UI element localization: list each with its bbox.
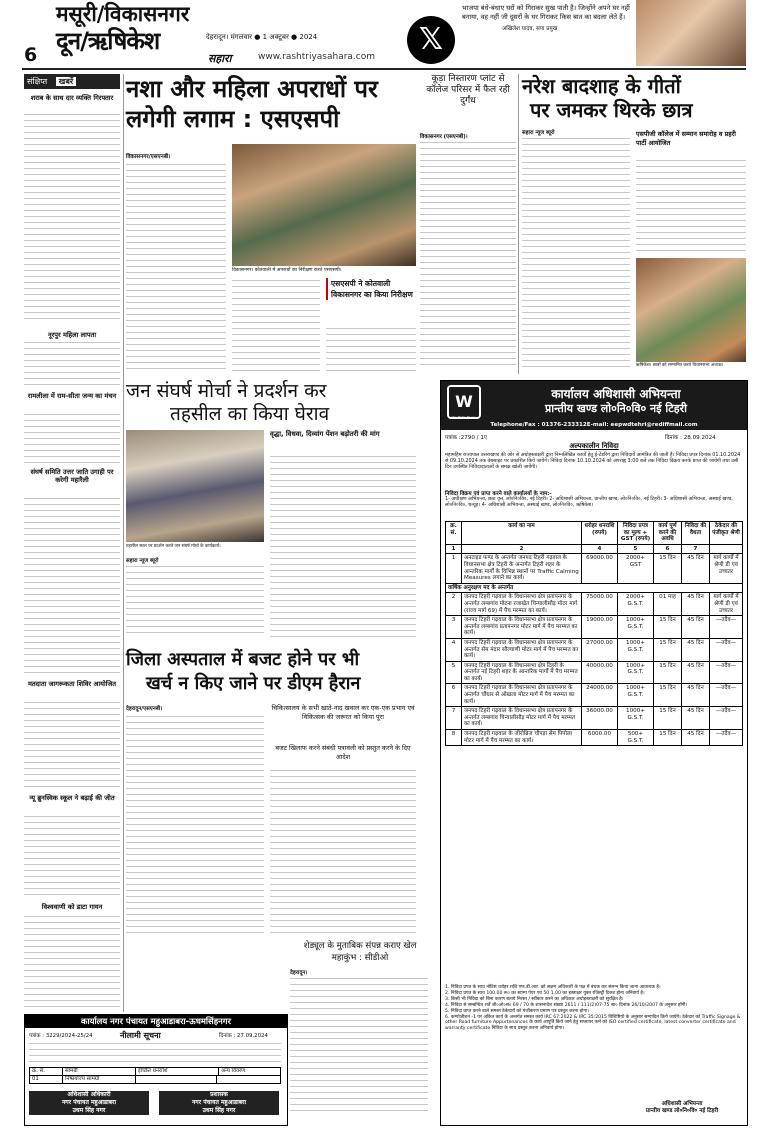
tender-cell-period: 15 दिन — [654, 554, 682, 583]
auction-date: दिनांक : 27.09.2024 — [219, 1033, 268, 1039]
auction-sign-1-place: उधम सिंह नगर — [72, 1107, 106, 1114]
tender-cell-class: —तदैव— — [710, 730, 743, 746]
hospital-headline-1: जिला अस्पताल में बजट होने पर भी — [126, 649, 360, 670]
auction-sign-2-place: उधम सिंह नगर — [202, 1107, 236, 1114]
auction-row-item: निष्प्रयोज्य सामग्री — [63, 1076, 136, 1083]
sangharsh-text-2 — [270, 454, 416, 638]
tender-cell-no: 7 — [446, 707, 462, 730]
tender-cell-validity: 45 दिन — [682, 638, 710, 661]
quote-text: भाजपा बंधे-बंधाए घरों को गिराकर सुख पाती है। जिन्होंने अपने घर नहीं बनाया, वह नहीं जी दूसरों के घर गिराकर किस बात का बदला लेते हैं। — [462, 4, 630, 21]
tender-cell-period: 15 दिन — [654, 616, 682, 639]
main-headline-2: लगेगी लगाम : एसएसपी — [126, 105, 340, 133]
auction-col-2: सामग्री — [63, 1068, 136, 1075]
tender-cell-deposit: 27000.00 — [582, 638, 618, 661]
main-text-2 — [232, 278, 320, 374]
tender-section-heading: वार्षिक अनुरक्षण मद के अन्तर्गत — [446, 583, 743, 593]
paper-logo: सहारा — [208, 52, 232, 65]
quote-author: अखिलेश यादव, सपा प्रमुख — [502, 26, 558, 33]
tender-table — [445, 521, 743, 746]
tender-cell-cost: 1000+ G.S.T. — [618, 684, 654, 707]
tender-number-cell: 6 — [654, 544, 682, 554]
tender-header-row — [446, 522, 743, 545]
tender-title-2: प्रान्तीय खण्ड लो०नि०वि० नई टिहरी — [545, 402, 687, 415]
auction-sign-1-org: नगर पंचायत महुआडाबरा — [61, 1099, 117, 1106]
brief-header — [24, 74, 120, 89]
tender-banner — [441, 381, 747, 421]
tender-cell-class: —तदैव— — [710, 616, 743, 639]
kuda-text — [420, 140, 516, 368]
tender-cell-work: जनपद टिहरी गढ़वाल के विधानसभा क्षेत्र टिहरी के अन्तर्गत नई टिहरी शहर के आन्तरिक मार्गों में पैच मरम्मत का कार्य। — [462, 661, 582, 684]
tender-cell-validity: 45 दिन — [682, 684, 710, 707]
naresh-caption: ऋषिकेश। छात्रों को सम्मानित करते विधानसभा अध्यक्ष। — [636, 363, 724, 368]
brief-text-1 — [24, 112, 120, 324]
tender-cell-class: —तदैव— — [710, 638, 743, 661]
naresh-side-text — [636, 158, 746, 254]
table-row — [446, 593, 743, 616]
masthead — [22, 0, 746, 68]
tender-intro: महामहिम राज्यपाल उत्तराखण्ड की ओर से अधोहस्ताक्षरी द्वारा निम्नलिखित कार्यों हेतु ई-टेंडरिंग द्वारा निविदायें आमंत्रित की जाती हैं। निविदा प्रपत्र दिनांक 01.10.2024 से 09.10.2024 तक वेबसाइट पर प्रकाशित किये जायेंगे। निविदा दिनांक 10.10.2024 को अपराह्न 3:00 बजे तक निविदा विक्रय करके प्राप्त की जायेंगी तथा उसी दिन उपस्थित निविदादाताओं के समक्ष खोली जायेंगी। — [445, 452, 741, 471]
tender-date: दिनांक : 28.09.2024 — [665, 435, 716, 441]
auction-row-amount — [136, 1076, 217, 1083]
hospital-text-2 — [270, 768, 416, 934]
tender-cell-no: 3 — [446, 616, 462, 639]
hospital-side-1: चिकित्सालय के सभी खाते-नाद खवाल कर एक-एक प्रभाग एवं विकित्सक की जरूरत को किया पूरा — [271, 704, 415, 721]
brief-title-3: रामलीला में राम-सीता जन्म का मंचन — [27, 392, 117, 400]
tender-title-1: कार्यालय अधिशासी अभियन्ता — [551, 387, 681, 401]
tender-cell-deposit: 6000.00 — [582, 730, 618, 746]
auction-col-4: अन्य विवरण — [221, 1068, 246, 1074]
brief-text-4 — [24, 496, 120, 676]
sangharsh-caption: तहसील स्थल पर प्रदर्शन करते जन संघर्ष मोर्चा के कार्यकर्ता। — [126, 544, 221, 549]
tender-number-cell: 5 — [618, 544, 654, 554]
tender-notice-title: अल्पकालीन निविदा — [569, 442, 619, 450]
tender-cell-period: 15 दिन — [654, 638, 682, 661]
main-caption: विकासनगर। कोतवाली में अपराधों का निरीक्षण करते एसएसपी। — [232, 268, 342, 273]
tender-cell-no: 6 — [446, 684, 462, 707]
main-text-1 — [126, 162, 226, 374]
hospital-text-1 — [126, 714, 264, 934]
tender-cell-validity: 45 दिन — [682, 707, 710, 730]
tender-condition: 5. निविदा प्राप्त करने वाले समस्त ठेकेदारों को पंजीकरण प्रमाण पत्र प्रस्तुत करना होगा। — [445, 1008, 589, 1014]
hospital-story — [126, 648, 416, 938]
hospital-headline-2: खर्च न किए जाने पर डीएम हैरान — [146, 673, 361, 694]
table-row — [446, 730, 743, 746]
edition-line-1: मसूरी/विकासनगर — [56, 2, 190, 26]
auction-table — [29, 1067, 281, 1084]
main-headline-1: नशा और महिला अपराधों पर — [126, 75, 378, 103]
tender-header-cell: ठेकेदार की पंजीकृत श्रेणी — [710, 522, 743, 545]
brief-title-1: शराब के साथ दार व्यक्ति गिरफ्तार — [30, 94, 114, 102]
kuda-byline: विकासनगर (एसएनबी)। — [420, 134, 468, 140]
brief-column — [24, 74, 120, 1012]
quote-box — [462, 4, 632, 32]
auction-notice — [24, 1014, 288, 1126]
tender-cell-work: अनटाइड फण्ड के अन्तर्गत जनपद टिहरी गढ़वाल के विधानसभा क्षेत्र टिहरी के अन्तर्गत टिहरी शहर के आन्तरिक मार्गों के विभिन्न स्थानों पर Traffic Calming Measures लगाने का कार्य। — [462, 554, 582, 583]
x-logo-icon: 𝕏 — [407, 16, 455, 64]
tender-cell-deposit: 75000.00 — [582, 593, 618, 616]
auction-patrank: पत्रांक : 3229/2024-25/24 — [29, 1033, 93, 1039]
auction-sign-2-title: प्रशासक — [210, 1091, 228, 1098]
naresh-text — [522, 136, 630, 372]
tender-cell-period: 15 दिन — [654, 730, 682, 746]
tender-cell-class: —तदैव— — [710, 684, 743, 707]
tender-cell-work: जनपद टिहरी गढ़वाल के विधानसभा क्षेत्र प्रतापनगर के अन्तर्गत लम्बगांव चिन्यालीसौड़ मोटर मार्ग में पैच मरम्मत का कार्य। — [462, 707, 582, 730]
edition-title — [56, 2, 206, 56]
tender-table-title: निविदा विक्रय एवं प्राप्त करने वाले कार्यालयों के नाम:- — [445, 491, 552, 497]
tender-header-cell: निविदा की वैधता — [682, 522, 710, 545]
tender-section-row — [446, 583, 743, 593]
tender-table-grid — [445, 521, 743, 746]
schedule-byline: देहरादून। — [290, 970, 308, 976]
naresh-story — [522, 74, 746, 376]
auction-sign-1 — [29, 1091, 149, 1115]
pwd-logo-icon: W — [447, 385, 481, 419]
schedule-story — [290, 940, 430, 1120]
edition-line-2: दून/ऋषिकेश — [56, 27, 160, 55]
naresh-byline: सहारा न्यूज ब्यूरो — [522, 130, 555, 136]
brief-title-7: विश्ववाणी को डाटा गायन — [41, 903, 103, 911]
auction-title: नीलामी सूचना — [120, 1031, 161, 1040]
tender-header-cell: धरोहर धनराशि (रुपये) — [582, 522, 618, 545]
tender-cell-cost: 1000+ G.S.T. — [618, 638, 654, 661]
table-row — [446, 616, 743, 639]
hospital-byline: देहरादून/एसएनबी। — [126, 706, 163, 712]
sangharsh-byline: सहारा न्यूज ब्यूरो — [126, 558, 159, 564]
auction-sign-1-title: अधिशासी अधिकारी — [67, 1091, 111, 1098]
tender-cell-cost: 2000+ GST — [618, 554, 654, 583]
tender-cell-cost: 1000+ G.S.T. — [618, 707, 654, 730]
tender-cell-class: —तदैव— — [710, 707, 743, 730]
brief-text-3 — [24, 412, 120, 464]
tender-number-cell: 4 — [582, 544, 618, 554]
brief-label: संक्षिप्त — [27, 77, 48, 86]
table-row — [446, 661, 743, 684]
tender-number-cell: 7 — [682, 544, 710, 554]
sangharsh-headline-2: तहसील का किया घेराव — [170, 403, 330, 425]
main-photo — [232, 144, 416, 266]
tender-number-row — [446, 544, 743, 554]
tender-cell-deposit: 19000.00 — [582, 616, 618, 639]
tender-number-cell: 2 — [462, 544, 582, 554]
tender-patrank: पत्रांक :2790 / 1ए — [445, 435, 488, 441]
page-number: 6 — [24, 44, 38, 66]
hospital-side-2: बजट खिलाफ करने संबंधी पत्रावली को प्रस्तुत करने के दिए आदेश — [275, 744, 411, 761]
tender-cell-period: 15 दिन — [654, 684, 682, 707]
tender-cell-validity: 45 दिन — [682, 616, 710, 639]
tender-cell-work: जनपद टिहरी गढ़वाल के विधानसभा क्षेत्र प्रतापनगर के अन्तर्गत लम्बगांव प्रतापनगर मोटर मार्ग में पैच मरम्मत का कार्य। — [462, 616, 582, 639]
tender-cell-period: 15 दिन — [654, 707, 682, 730]
auction-sign-2 — [159, 1091, 279, 1115]
tender-condition: 4. निविदा से सम्बन्धित शर्तें जी०ओ०सं० 69 / 70 के शासनादेश संख्या 2611 / 111(2)07-75 सा० दिनांक 26/10/2007 के अनुसार होंगी। — [445, 1002, 688, 1008]
tender-cell-work: जनपद टिहरी गढ़वाल के विधानसभा क्षेत्र प्रतापनगर के अन्तर्गत लम्बगांव मोटना रजाखेत चिन्यालीसौड़ मोटर मार्ग (राज्य मार्ग 69) में पैच मरम्मत का कार्य। — [462, 593, 582, 616]
brief-text-2 — [24, 340, 120, 388]
tender-header-cell: निविदा प्रपत्र का मूल्य + GST (रुपये) — [618, 522, 654, 545]
tender-conditions — [445, 985, 743, 1032]
tender-offices: 1- अधीक्षण अभियन्ता, छठा वृत्त, लो०नि०वि०, नई टिहरी। 2- अधिशासी अभियन्ता, प्रान्तीय खण्ड, लो०नि०वि०, नई टिहरी। 3- अधिशासी अभियन्ता, अस्थाई खण्ड, लो०नि०वि०, थत्यूड़। 4- अधिशासी अभियन्ता, अस्थाई खण्ड, लो०नि०वि०, ऋषिकेश। — [445, 496, 733, 509]
sangharsh-headline-1: जन संघर्ष मोर्चा ने प्रदर्शन कर — [126, 380, 327, 402]
tender-condition: 1. निविदा प्रपत्र के साथ नोटिस धरोहर राशि एफ.डी.आर. को सक्षम अधिकारी के पक्ष में बंधक कर संलग्न किया जाना आवश्यक है। — [445, 985, 661, 990]
tender-number-cell: 1 — [446, 544, 462, 554]
dateline: देहरादून। मंगलवार ● 1 अक्टूबर ● 2024 — [206, 33, 318, 41]
auction-col-1: क्र. सं. — [30, 1068, 63, 1075]
tender-number-cell — [710, 544, 743, 554]
auction-office: कार्यालय नगर पंचायत महुआडाबरा-ऊधमसिंहनगर — [25, 1015, 287, 1028]
column-divider-2 — [518, 74, 519, 374]
sangharsh-text-1 — [126, 564, 264, 638]
brief-title-5: मतदाता जागरूकता शिविर आयोजित — [27, 680, 117, 688]
table-row — [446, 707, 743, 730]
tender-notice — [440, 380, 748, 1126]
table-row — [446, 554, 743, 583]
auction-row-detail — [217, 1076, 280, 1083]
tender-cell-no: 8 — [446, 730, 462, 746]
tender-cell-cost: 500+ G.S.T. — [618, 730, 654, 746]
tender-cell-validity: 45 दिन — [682, 661, 710, 684]
tender-cell-work: जनपद टिहरी गढ़वाल के विधानसभा क्षेत्र प्रतापनगर के अन्तर्गत चौंधार से ओखला मोटर मार्ग में पैच मरम्मत का कार्य। — [462, 684, 582, 707]
main-inset: एसएसपी ने कोतवाली विकासनगर का किया निरीक्षण — [326, 278, 421, 300]
tender-cell-cost: 1000+ G.S.T. — [618, 661, 654, 684]
masthead-rule — [22, 68, 746, 70]
auction-col-3: इच्छित धनराशि — [136, 1068, 219, 1075]
tender-cell-no: 2 — [446, 593, 462, 616]
tender-cell-work: जनपद टिहरी गढ़वाल के जीरोब्रिज चौपड़ा सेम पिपोला मोटर मार्ग में पैच मरम्मत का कार्य। — [462, 730, 582, 746]
naresh-headline-1: नरेश बादशाह के गीतों — [522, 74, 681, 98]
kuda-story — [420, 74, 516, 374]
tender-cell-deposit: 40000.00 — [582, 661, 618, 684]
tender-rows — [446, 554, 743, 746]
tender-cell-no: 4 — [446, 638, 462, 661]
main-byline: विकासनगर/एसएनबी। — [126, 154, 171, 160]
tender-condition: 6. कम्पोज़ीशन -1 पर अंकित कार्य के अन्तर्गत समस्त कार्य IRC 67:2022 & IRC 35:2015 विशिष्टियों के अनुसार सम्पादित किये जायेंगे। ठेकेदार को Traffic Signage & other Road furniture Appurtenances के कार्य आपूर्ति किये जाने हेतु सप्लायर फर्म को ISO certified certificate, latest converter certificate and warranty certificate निविदा के साथ प्रस्तुत करना अनिवार्य होगा। — [445, 1014, 741, 1032]
website-link[interactable]: www.rashtriyasahara.com — [258, 52, 376, 62]
tender-header-cell: कार्य का नाम — [462, 522, 582, 545]
table-row — [446, 684, 743, 707]
tender-cell-work: जनपद टिहरी गढ़वाल के विधानसभा क्षेत्र प्रतापनगर के अन्तर्गत सेम मंदार सौल्याणी मोटर मार्ग में पैच मरम्मत का कार्य। — [462, 638, 582, 661]
sangharsh-side: वृद्धा, विधवा, दिव्यांग पेंशन बढ़ोतरी की मांग — [270, 430, 380, 438]
tender-cell-cost: 2000+ G.S.T. — [618, 593, 654, 616]
tender-cell-class: मार्ग कार्यों में श्रेणी डी एवं उच्चतर — [710, 593, 743, 616]
brief-text-5 — [24, 700, 120, 790]
table-row — [446, 638, 743, 661]
schedule-text — [290, 976, 428, 1116]
kuda-headline: कूड़ा निस्तारण प्लांट से कॉलेज परिसर में फैल रही दुर्गंध — [426, 74, 510, 106]
auction-sign-2-org: नगर पंचायत महुआडाबरा — [191, 1099, 247, 1106]
tender-cell-class: —तदैव— — [710, 661, 743, 684]
tender-cell-validity: 45 दिन — [682, 593, 710, 616]
brief-title-2: नूरपुर महिला लापता — [47, 331, 97, 339]
brief-label-2: खबरें — [56, 77, 76, 86]
tender-cell-period: 01 माह — [654, 593, 682, 616]
tender-cell-period: 15 दिन — [654, 661, 682, 684]
sangharsh-story — [126, 380, 416, 642]
tender-condition: 3. किसी भी निविदा को बिना कारण बताये निरस्त / स्वीकार करने का अधिकार अधोहस्ताक्षरी को सुरक्षित है। — [445, 996, 624, 1002]
naresh-photo — [636, 258, 746, 362]
tender-cell-validity: 45 दिन — [682, 730, 710, 746]
leader-photo — [636, 0, 746, 66]
naresh-headline-2: पर जमकर थिरके छात्र — [530, 98, 693, 122]
brief-text-6 — [24, 814, 120, 898]
tender-cell-no: 1 — [446, 554, 462, 583]
tender-header-cell: कार्य पूर्ण करने की अवधि — [654, 522, 682, 545]
tender-cell-validity: 45 दिन — [682, 554, 710, 583]
sangharsh-photo — [126, 430, 264, 542]
tender-header-cell: क्र. सं. — [446, 522, 462, 545]
auction-row-no: 01 — [30, 1076, 63, 1083]
tender-cell-cost: 1000+ G.S.T. — [618, 616, 654, 639]
tender-contact: Telephone/Fax : 01376-233312E-mail: eepwdtehri@rediffmail.com — [441, 421, 747, 430]
column-divider — [123, 74, 124, 1012]
tender-cell-deposit: 24000.00 — [582, 684, 618, 707]
tender-cell-no: 5 — [446, 661, 462, 684]
naresh-side-head: एसपीजी कॉलेज में सम्मान समारोह व प्रहरी पार्टी आयोजित — [636, 130, 736, 147]
auction-text — [29, 1041, 281, 1065]
tender-cell-deposit: 69000.00 — [582, 554, 618, 583]
tender-cell-deposit: 36000.00 — [582, 707, 618, 730]
tender-sign-title: अधिशासी अभियन्ता — [661, 1101, 703, 1107]
tender-sign-place: प्रान्तीय खण्ड लो०नि०वि० नई टिहरी — [645, 1108, 719, 1114]
pwd-logo-text: लोक निर्माण विभाग — [451, 416, 475, 420]
brief-title-6: न्यू ब्रुनस्विक स्कूल ने बढ़ाई की जीत — [29, 794, 115, 802]
schedule-headline: शेड्यूल के मुताबिक संपन्न कराए खेल महाकुंभ : सीडीओ — [303, 941, 417, 963]
main-story — [126, 74, 416, 380]
brief-text-7 — [24, 914, 120, 1008]
tender-condition: 2. निविदा प्रपत्र के साथ 100.00 रू० का स्टाम्प पेपर एवं 50 1.00 का हस्ताक्षर युक्त रजिस्ट्री टिकट होना अनिवार्य है। — [445, 990, 645, 996]
main-text-3 — [326, 326, 416, 374]
tender-sign — [621, 1101, 743, 1115]
brief-title-4: संघर्ष समिति उत्तर जाति उगाही पर करेगी महारैली — [30, 468, 114, 484]
tender-cell-class: मार्ग कार्यों में श्रेणी डी एवं उच्चतर — [710, 554, 743, 583]
